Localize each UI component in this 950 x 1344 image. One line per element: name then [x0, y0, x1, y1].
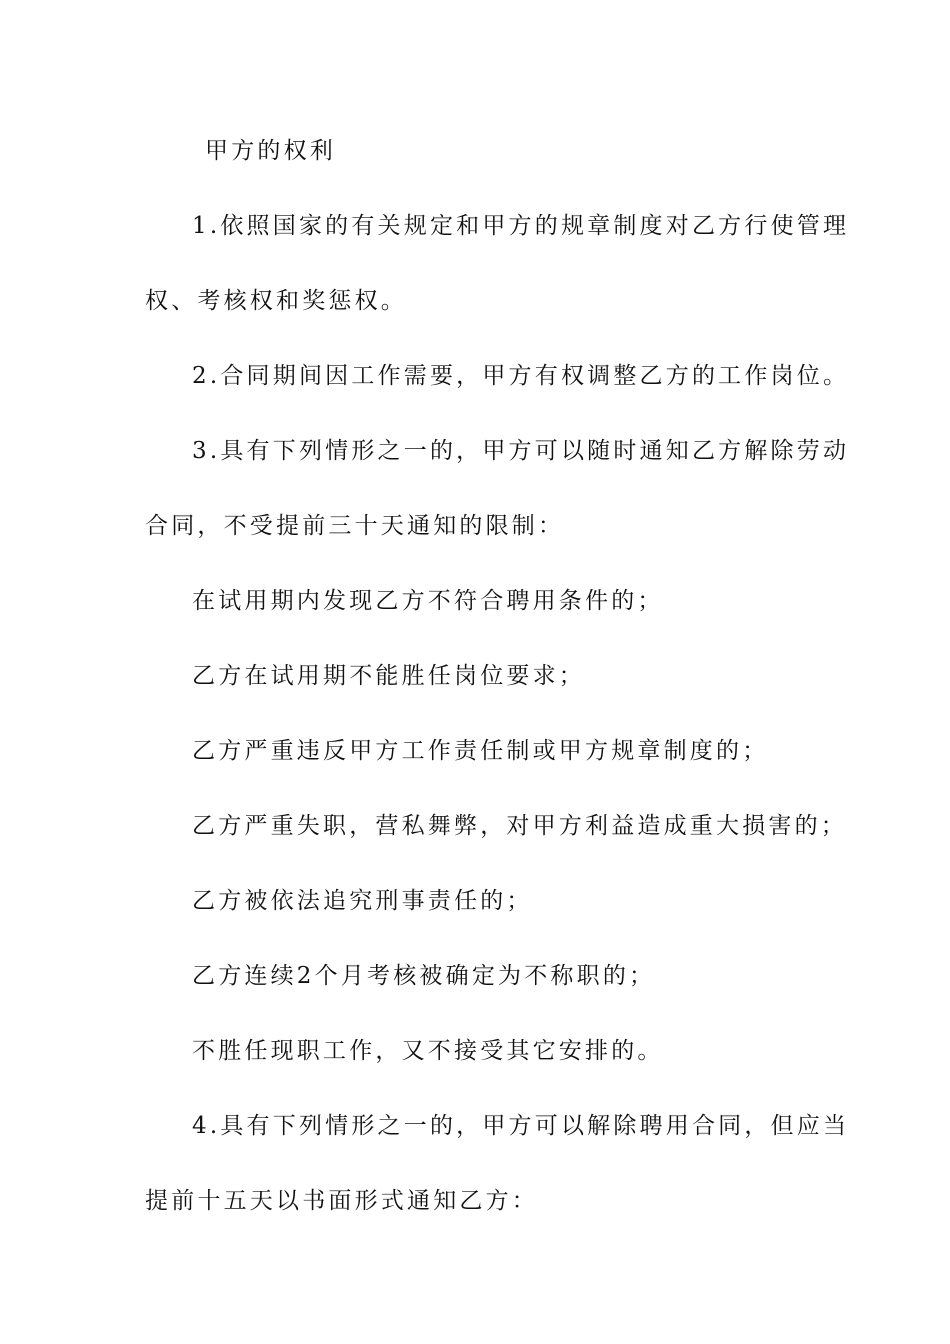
paragraph-line: 3.具有下列情形之一的，甲方可以随时通知乙方解除劳动	[192, 438, 850, 464]
list-item: 不胜任现职工作，又不接受其它安排的。	[192, 1038, 664, 1064]
paragraph-line: 1.依照国家的有关规定和甲方的规章制度对乙方行使管理	[192, 213, 850, 239]
paragraph-line: 合同，不受提前三十天通知的限制：	[145, 513, 565, 539]
list-item: 乙方严重违反甲方工作责任制或甲方规章制度的；	[192, 738, 769, 764]
list-item: 乙方被依法追究刑事责任的；	[192, 888, 533, 914]
section-heading: 甲方的权利	[205, 138, 336, 164]
list-item: 乙方连续2个月考核被确定为不称职的；	[192, 963, 656, 989]
list-item: 在试用期内发现乙方不符合聘用条件的；	[192, 588, 664, 614]
paragraph-line: 权、考核权和奖惩权。	[145, 288, 407, 314]
list-item: 乙方在试用期不能胜任岗位要求；	[192, 663, 585, 689]
paragraph-line: 4.具有下列情形之一的，甲方可以解除聘用合同，但应当	[192, 1113, 850, 1139]
paragraph-line: 提前十五天以书面形式通知乙方：	[145, 1188, 538, 1214]
paragraph-line: 2.合同期间因工作需要，甲方有权调整乙方的工作岗位。	[192, 363, 850, 389]
list-item: 乙方严重失职，营私舞弊，对甲方利益造成重大损害的；	[192, 813, 847, 839]
